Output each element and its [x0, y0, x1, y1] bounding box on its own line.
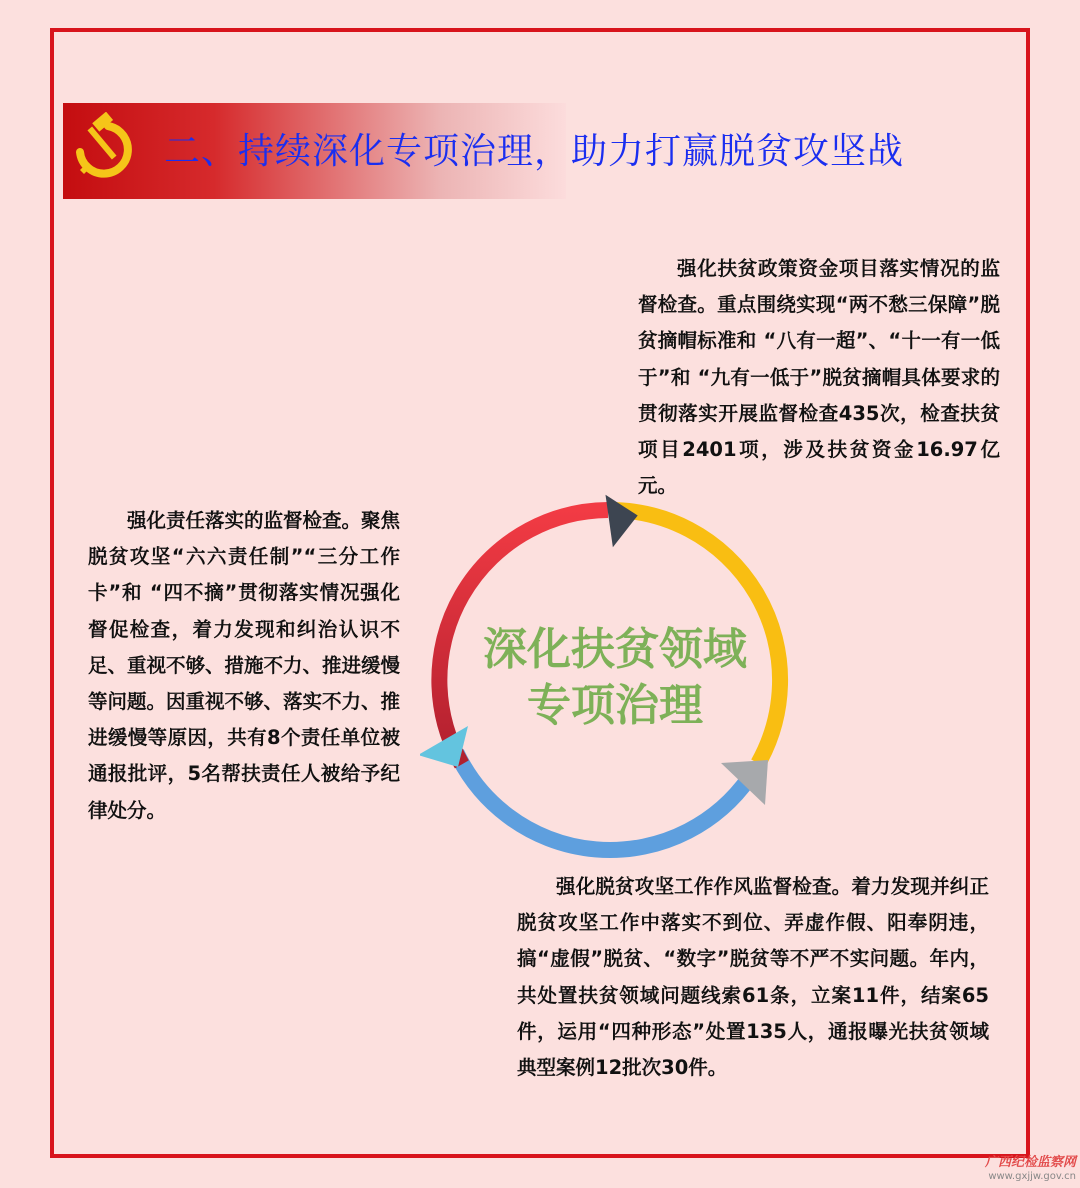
responsibility-paragraph: 强化责任落实的监督检查。聚焦脱贫攻坚“六六责任制”“三分工作卡”和 “四不摘”贯彻落实情况强化督促检查，着力发现和纠治认识不足、重视不够、措施不力、推进缓慢等问题。因重视不够、落实不力、推进缓慢等原因，共有8个责任单位被通报批评，5名帮扶责任人被给予纪律处分。: [88, 509, 401, 822]
watermark: [972, 1156, 1076, 1182]
hammer-sickle-icon: [68, 112, 132, 184]
diagram-center-label: [483, 622, 747, 734]
work-style-paragraph: 强化脱贫攻坚工作作风监督检查。着力发现并纠正脱贫攻坚工作中落实不到位、弄虚作假、阳奉阴违，搞“虚假”脱贫、“数字”脱贫等不严不实问题。年内，共处置扶贫领域问题线索61条，立案11件，结案65件，运用“四种形态”处置135人，通报曝光扶贫领域典型案例12批次30件。: [517, 875, 989, 1080]
page-title: 二、持续深化专项治理，助力打赢脱贫攻坚战: [164, 131, 905, 172]
center-label-line2: 专项治理: [527, 680, 703, 731]
center-label-line1: 深化扶贫领域: [483, 624, 747, 675]
cycle-arc-blue: [456, 753, 749, 850]
watermark-name: 广西纪检监察网: [984, 1155, 1076, 1170]
watermark-url: www.gxjjw.gov.cn: [988, 1171, 1076, 1182]
policy-funds-paragraph: 强化扶贫政策资金项目落实情况的监督检查。重点围绕实现“两不愁三保障”脱贫摘帽标准和 “八有一超”、“十一有一低于”和 “九有一低于”脱贫摘帽具体要求的贯彻落实开展监督检查435次，检查扶贫项目2401项，涉及扶贫资金16.97亿元。: [638, 257, 1000, 498]
